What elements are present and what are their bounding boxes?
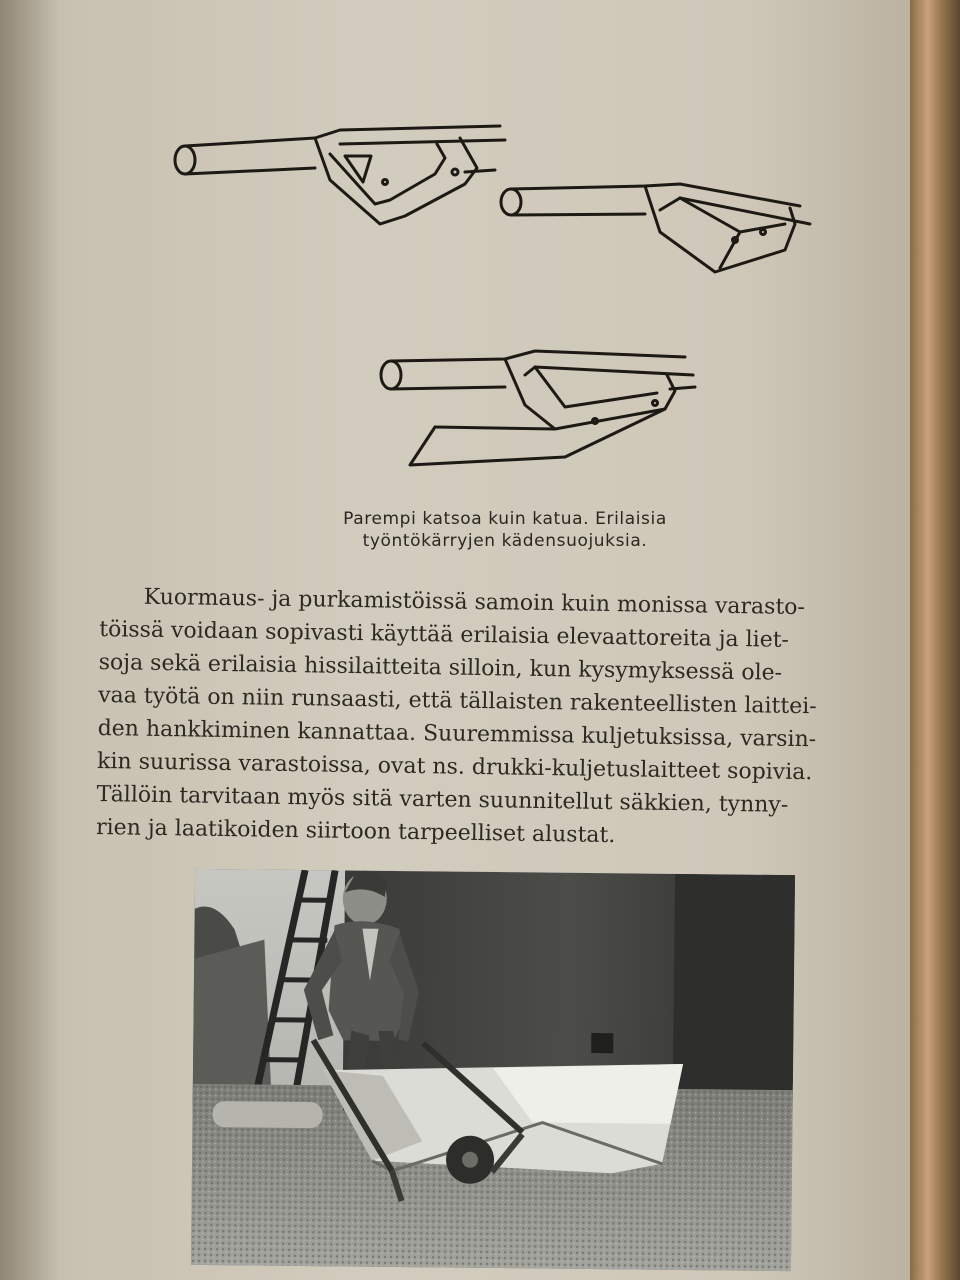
handle-guard-sketch-3 xyxy=(375,345,715,485)
caption-line-1: Parempi katsoa kuin katua. Erilaisia xyxy=(343,509,667,529)
handle-guard-sketch-2 xyxy=(495,180,815,280)
gutter-shadow xyxy=(0,0,60,1280)
paragraph-line: den hankkiminen kannattaa. Suuremmissa kuljetuksissa, varsin- xyxy=(97,715,817,753)
body-paragraph xyxy=(96,580,890,856)
caption-line-2: työntökärryjen kädensuojuksia. xyxy=(362,531,648,551)
paragraph-line: Kuormaus- ja purkamistöissä samoin kuin monissa varasto- xyxy=(143,584,806,621)
paragraph-line: kin suurissa varastoissa, ovat ns. drukki-kuljetuslaitteet sopivia. xyxy=(96,748,813,786)
wheelbarrow-photo xyxy=(191,869,795,1271)
paragraph-line: soja sekä erilaisia hissilaitteita silloin, kun kysymyksessä ole- xyxy=(98,649,783,686)
handle-guard-sketch-1 xyxy=(165,120,515,240)
figure-caption xyxy=(230,508,780,552)
paragraph-line: töissä voidaan sopivasti käyttää erilaisia elevaattoreita ja liet- xyxy=(99,616,790,653)
paragraph-line: Tällöin tarvitaan myös sitä varten suunnitellut säkkien, tynny- xyxy=(96,781,789,818)
page-edge xyxy=(910,0,960,1280)
paragraph-line: rien ja laatikoiden siirtoon tarpeelliset alustat. xyxy=(95,814,616,849)
paragraph-line: vaa työtä on niin runsaasti, että tällaisten rakenteellisten laittei- xyxy=(97,682,817,720)
